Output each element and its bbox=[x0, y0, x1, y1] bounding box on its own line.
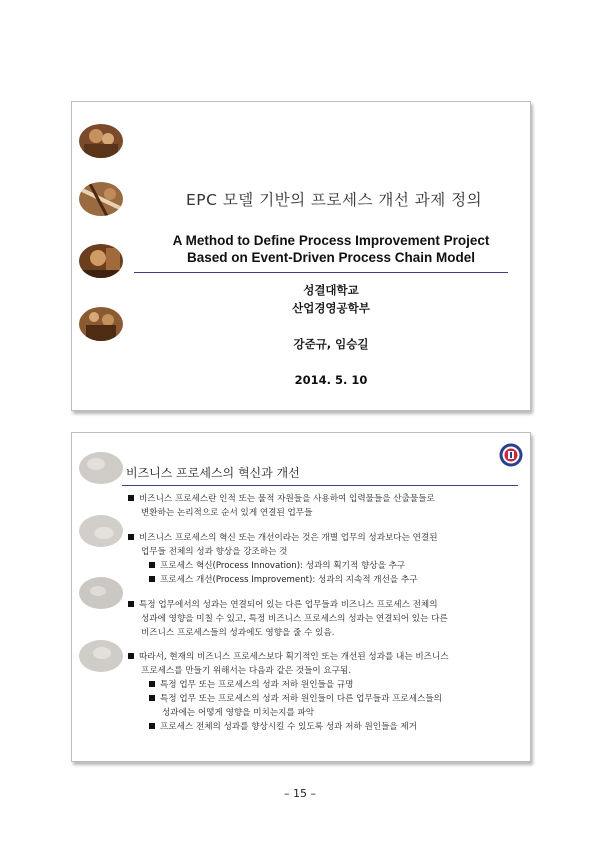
bullet-square-icon bbox=[128, 653, 134, 659]
bullet-square-icon bbox=[128, 601, 134, 607]
photo-thumbnail-2 bbox=[78, 180, 124, 218]
bullet-item: 비즈니스 프로세스란 인적 또는 물적 자원들을 사용하여 입력물들을 산출물들로 변환하는 논리적으로 순서 있게 연결된 업무들 bbox=[128, 492, 520, 520]
authors: 강준규, 임승길 bbox=[293, 337, 369, 351]
department-name: 산업경영공학부 bbox=[292, 301, 370, 315]
english-subtitle bbox=[146, 232, 516, 266]
title-slide bbox=[71, 101, 531, 411]
sub-bullet-item: 프로세스 개선(Process Improvement): 성과의 지속적 개선을 추구 bbox=[149, 573, 519, 587]
sub-bullet-item: 특정 업무 또는 프로세스의 성과 저하 원인들을 규명 bbox=[149, 678, 519, 692]
bullet-square-icon bbox=[149, 695, 155, 701]
university-seal-logo bbox=[499, 443, 523, 467]
stone-thumbnail-3 bbox=[78, 575, 124, 611]
content-slide bbox=[71, 432, 531, 762]
bullet-square-icon bbox=[149, 681, 155, 687]
sub-bullet-item: 프로세스 전체의 성과를 향상시킬 수 있도록 성과 저하 원인들을 제거 bbox=[149, 720, 519, 734]
slide-title: EPC 모델 기반의 프로세스 개선 과제 정의 bbox=[185, 191, 483, 209]
title-divider bbox=[134, 272, 508, 273]
slide-title: 비즈니스 프로세스의 혁신과 개선 bbox=[126, 466, 300, 480]
subtitle-line-2: Based on Event-Driven Process Chain Model bbox=[186, 250, 476, 265]
sub-bullet-item: 특정 업무 또는 프로세스의 성과 저하 원인들이 다른 업무들과 프로세스들의 성과에는 어떻게 영향을 미치는지를 파악 bbox=[149, 692, 519, 720]
photo-thumbnail-3 bbox=[78, 242, 124, 280]
bullet-item: 따라서, 현재의 비즈니스 프로세스보다 획기적인 또는 개선된 성과를 내는 비즈니스 프로세스를 만들기 위해서는 다음과 같은 것들이 요구됨. bbox=[128, 650, 520, 678]
photo-thumbnail-1 bbox=[78, 122, 124, 160]
bullet-square-icon bbox=[128, 534, 134, 540]
subtitle-line-1: A Method to Define Process Improvement Project bbox=[172, 233, 490, 248]
bullet-item: 특정 업무에서의 성과는 연결되어 있는 다른 업무들과 비즈니스 프로세스 전체의 성과에 영향을 미칠 수 있고, 특정 비즈니스 프로세스의 성과는 연결되어 있는 다른 비즈니스 프로세스들의 성과에도 영향을 줄 수 있음. bbox=[128, 598, 520, 640]
title-divider bbox=[122, 485, 518, 486]
university-name: 성결대학교 bbox=[303, 283, 359, 297]
stone-thumbnail-2 bbox=[78, 513, 124, 549]
page-number: – 15 – bbox=[284, 787, 316, 800]
stone-thumbnail-1 bbox=[78, 450, 124, 486]
bullet-square-icon bbox=[149, 562, 155, 568]
sub-bullet-item: 프로세스 혁신(Process Innovation): 성과의 획기적 향상을 추구 bbox=[149, 559, 519, 573]
bullet-square-icon bbox=[128, 495, 134, 501]
bullet-item: 비즈니스 프로세스의 혁신 또는 개선이라는 것은 개별 업무의 성과보다는 연결된 업무들 전체의 성과 향상을 강조하는 것 bbox=[128, 531, 520, 559]
bullet-square-icon bbox=[149, 576, 155, 582]
stone-thumbnail-4 bbox=[78, 638, 124, 674]
presentation-date: 2014. 5. 10 bbox=[294, 373, 368, 387]
bullet-square-icon bbox=[149, 723, 155, 729]
photo-thumbnail-4 bbox=[78, 305, 124, 343]
